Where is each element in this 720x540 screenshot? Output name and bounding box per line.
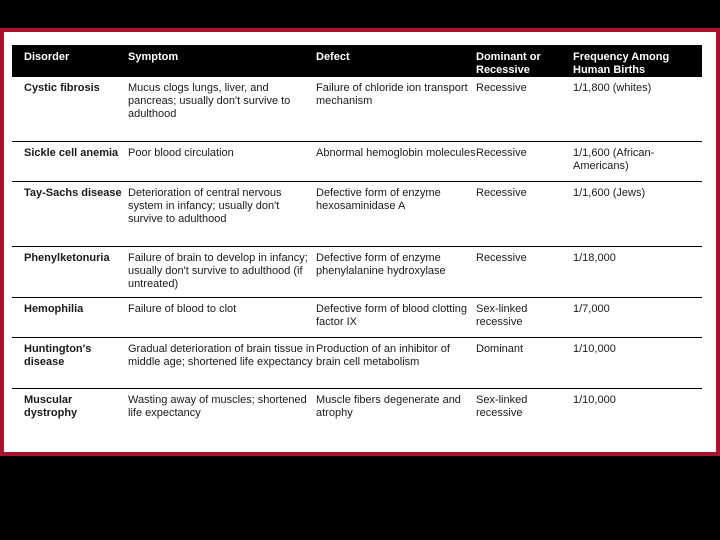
frequency-cell: 1/1,800 (whites): [573, 82, 652, 94]
table-row: [12, 142, 702, 182]
slide-content: [4, 32, 716, 452]
frequency-cell: 1/10,000: [573, 394, 616, 406]
table-header: [12, 45, 702, 77]
defect-cell: Defective form of enzyme hexosaminidase A: [316, 187, 441, 212]
inheritance-cell: Recessive: [476, 147, 527, 159]
inheritance-cell: Recessive: [476, 82, 527, 94]
symptom-cell: Failure of brain to develop in infancy; usually don't survive to adulthood (if untreated): [128, 252, 308, 290]
disorder-cell: Phenylketonuria: [24, 252, 110, 264]
symptom-cell: Failure of blood to clot: [128, 303, 237, 315]
defect-cell: Defective form of blood clotting factor IX: [316, 303, 468, 328]
header-inheritance: Dominant or Recessive: [476, 51, 541, 76]
header-defect: Defect: [316, 51, 350, 63]
inheritance-cell: Sex-linked recessive: [476, 394, 528, 419]
frequency-cell: 1/1,600 (African-Americans): [573, 147, 655, 172]
defect-cell: Failure of chloride ion transport mechanism: [316, 82, 468, 107]
symptom-cell: Poor blood circulation: [128, 147, 234, 159]
disorder-cell: Cystic fibrosis: [24, 82, 100, 94]
header-symptom: Symptom: [128, 51, 179, 63]
defect-cell: Abnormal hemoglobin molecules: [316, 147, 476, 159]
defect-cell: Production of an inhibitor of brain cell metabolism: [316, 343, 450, 368]
disorder-cell: Sickle cell anemia: [24, 147, 119, 159]
frequency-cell: 1/18,000: [573, 252, 616, 264]
disorder-cell: Hemophilia: [24, 303, 84, 315]
symptom-cell: Wasting away of muscles; shortened life expectancy: [128, 394, 307, 419]
symptom-cell: Deterioration of central nervous system in infancy; usually don't survive to adulthood: [128, 187, 282, 225]
symptom-cell: Gradual deterioration of brain tissue in middle age; shortened life expectancy: [128, 343, 315, 368]
header-disorder: Disorder: [24, 51, 70, 63]
table-row: [12, 338, 702, 389]
table-row: [12, 247, 702, 298]
frequency-cell: 1/7,000: [573, 303, 610, 315]
defect-cell: Muscle fibers degenerate and atrophy: [316, 394, 461, 419]
table-row: [12, 298, 702, 338]
table-row: [12, 182, 702, 247]
symptom-cell: Mucus clogs lungs, liver, and pancreas; usually don't survive to adulthood: [128, 82, 291, 120]
frequency-cell: 1/1,600 (Jews): [573, 187, 646, 199]
defect-cell: Defective form of enzyme phenylalanine hydroxylase: [316, 252, 446, 277]
table-row: [12, 77, 702, 142]
frequency-cell: 1/10,000: [573, 343, 616, 355]
table-row: [12, 389, 702, 435]
genetic-disorders-table: [12, 45, 702, 435]
header-frequency: Frequency Among Human Births: [573, 51, 670, 76]
inheritance-cell: Recessive: [476, 252, 527, 264]
disorder-cell: Huntington's disease: [24, 343, 92, 368]
slide-frame: [0, 28, 720, 456]
inheritance-cell: Dominant: [476, 343, 524, 355]
inheritance-cell: Recessive: [476, 187, 527, 199]
disorder-cell: Tay-Sachs disease: [24, 187, 122, 199]
disorder-cell: Muscular dystrophy: [24, 394, 78, 419]
inheritance-cell: Sex-linked recessive: [476, 303, 528, 328]
